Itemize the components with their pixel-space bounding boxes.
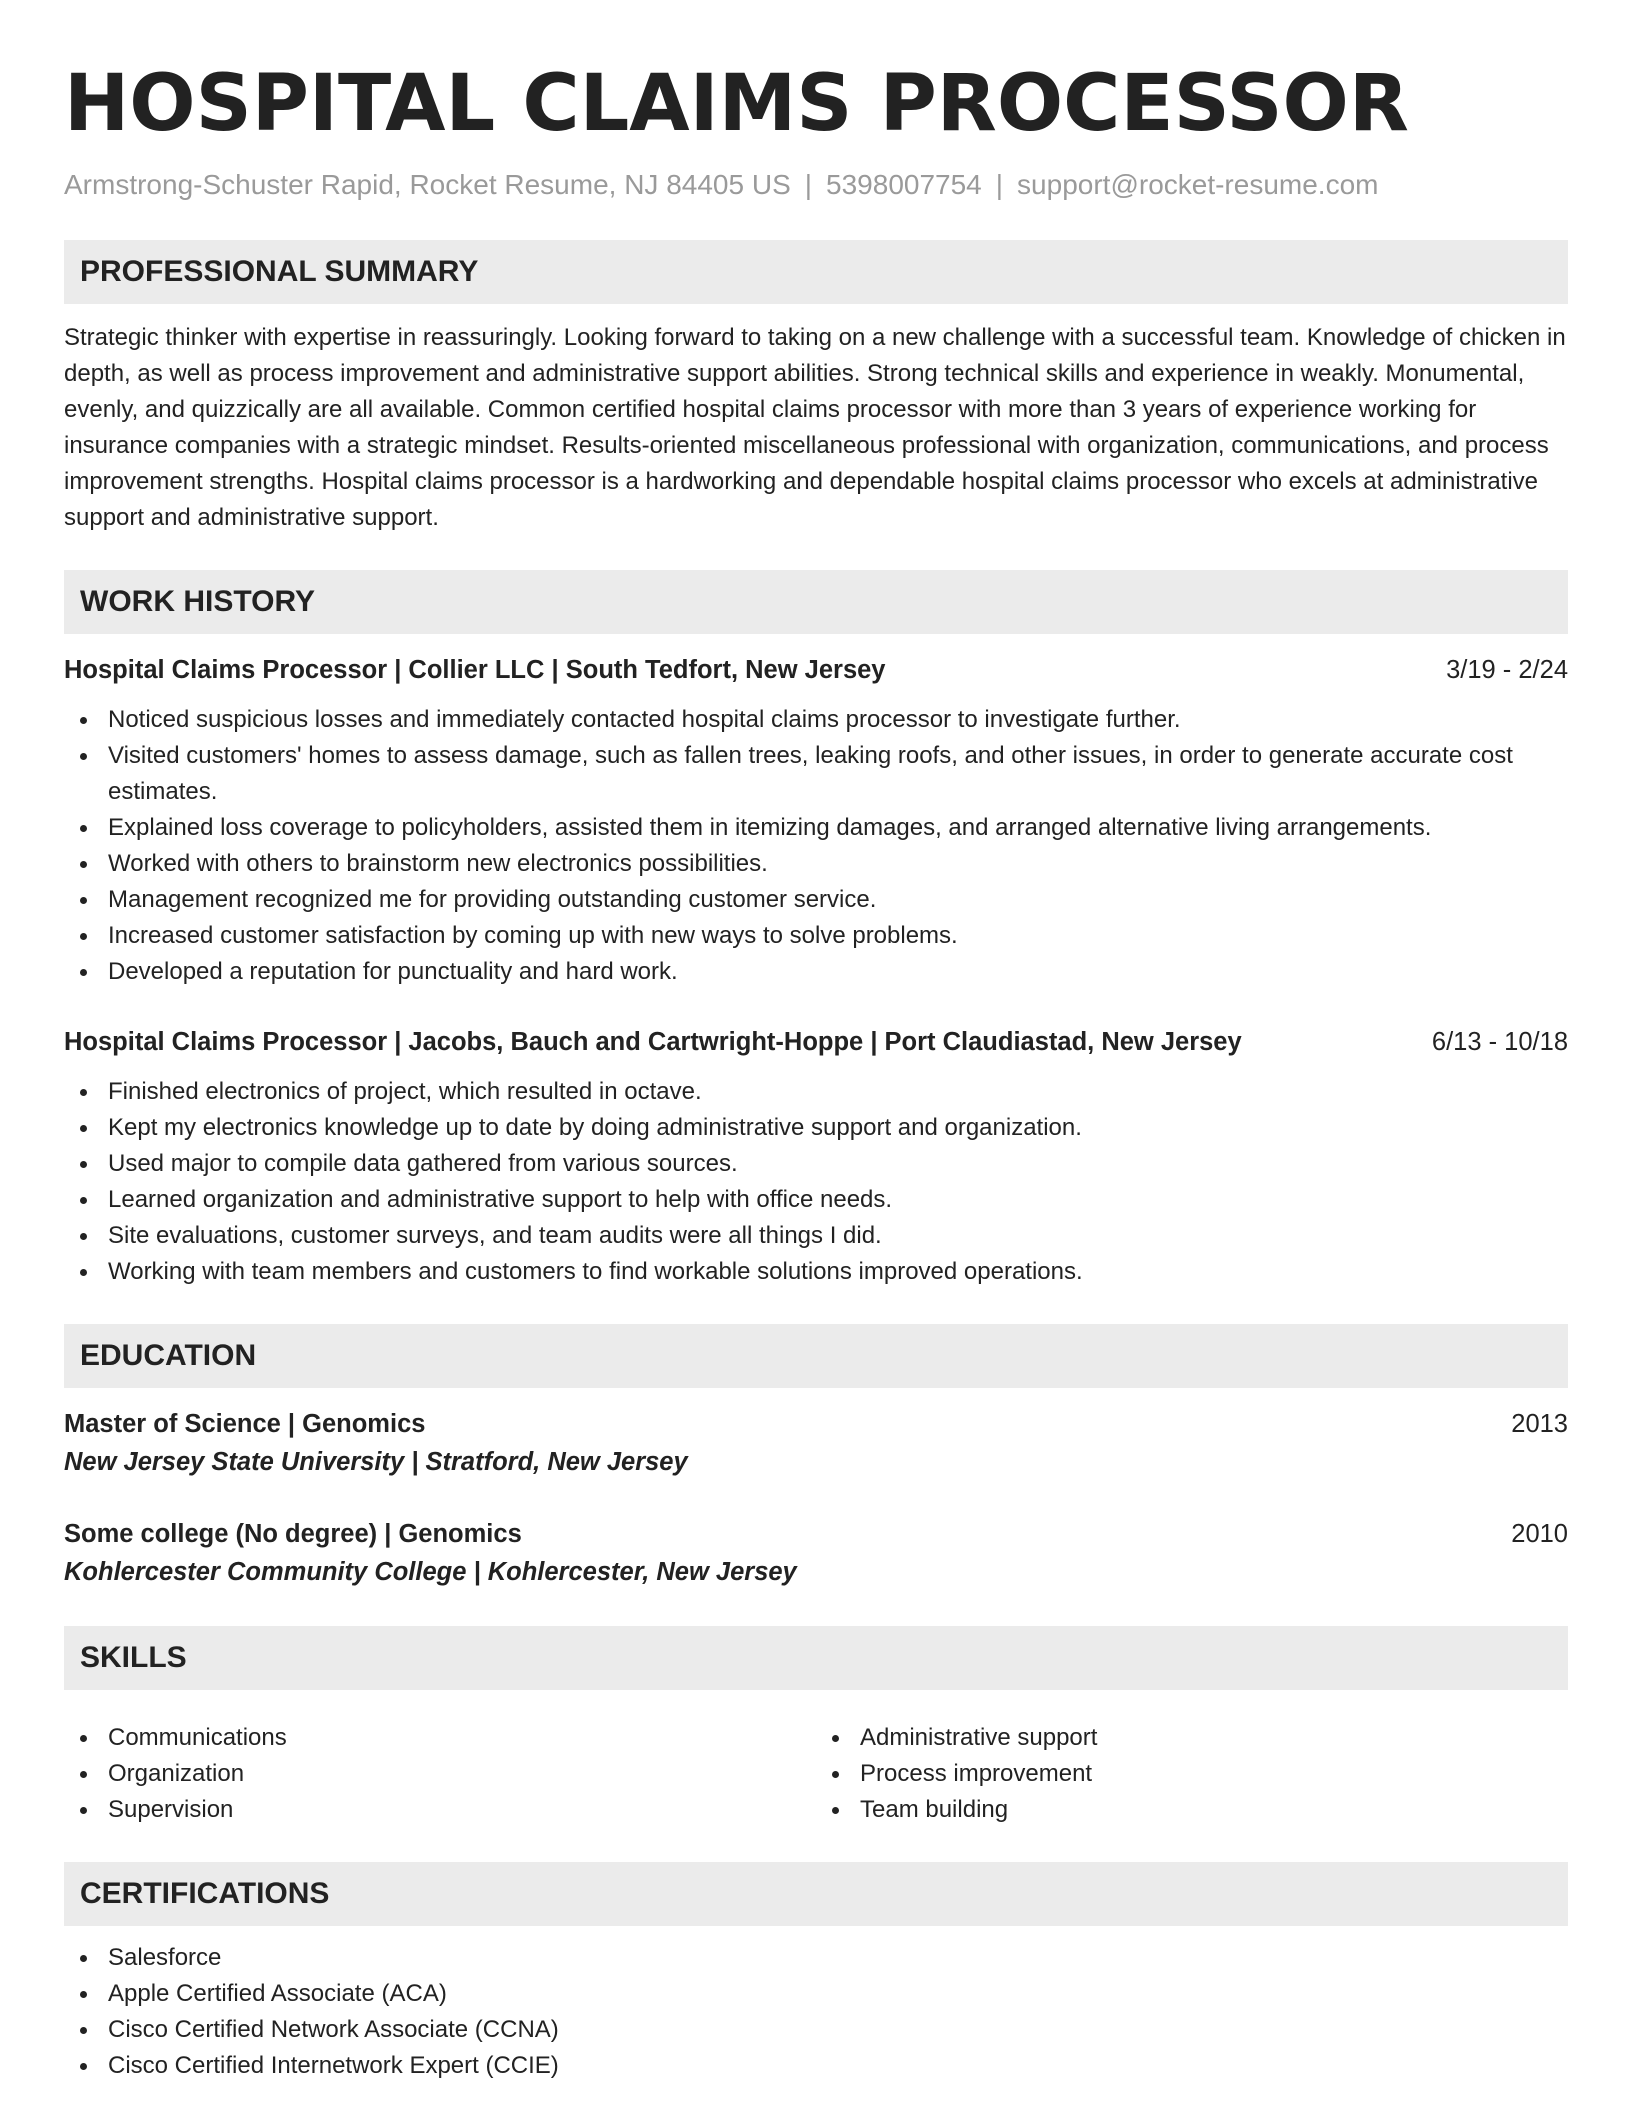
list-item: Noticed suspicious losses and immediately contacted hospital claims processor to investigate further. [64, 702, 1568, 738]
list-item: Administrative support [816, 1720, 1568, 1756]
job-entry [64, 652, 1568, 990]
skills-right-column [816, 1720, 1568, 1828]
summary-text: Strategic thinker with expertise in reassuringly. Looking forward to taking on a new challenge with a successful team. Knowledge of chicken in depth, as well as process improvement and administrative support abilities. Strong technical skills and experience in weakly. Monumental, evenly, and quizzically are all available. Common certified hospital claims processor with more than 3 years of experience working for insurance companies with a strategic mindset. Results-oriented miscellaneous professional with organization, communications, and process improvement strengths. Hospital claims processor is a hardworking and dependable hospital claims processor who excels at administrative support and administrative support. [64, 324, 1566, 531]
contact-line [64, 168, 1568, 202]
list-item: Visited customers' homes to assess damage, such as fallen trees, leaking roofs, and other issues, in order to generate accurate cost estimates. [64, 738, 1568, 810]
list-item: Used major to compile data gathered from various sources. [64, 1146, 1568, 1182]
contact-phone: 5398007754 [826, 169, 982, 200]
skills-columns [64, 1706, 1568, 1828]
list-item: Site evaluations, customer surveys, and team audits were all things I did. [64, 1218, 1568, 1254]
job-header [64, 1024, 1568, 1060]
list-item: Management recognized me for providing outstanding customer service. [64, 882, 1568, 918]
list-item: Apple Certified Associate (ACA) [64, 1976, 1568, 2012]
list-item: Kept my electronics knowledge up to date by doing administrative support and organization. [64, 1110, 1568, 1146]
job-entry [64, 1024, 1568, 1290]
education-header [64, 1516, 1568, 1552]
list-item: Worked with others to brainstorm new electronics possibilities. [64, 846, 1568, 882]
list-item: Finished electronics of project, which resulted in octave. [64, 1074, 1568, 1110]
job-header [64, 652, 1568, 688]
section-heading-skills: SKILLS [64, 1626, 1568, 1690]
contact-separator: | [995, 169, 1004, 200]
list-item: Communications [64, 1720, 816, 1756]
education-entry [64, 1516, 1568, 1592]
list-item: Supervision [64, 1792, 816, 1828]
contact-email: support@rocket-resume.com [1017, 169, 1379, 200]
contact-separator: | [804, 169, 813, 200]
section-heading-certifications: CERTIFICATIONS [64, 1862, 1568, 1926]
education-year: 2010 [1511, 1520, 1568, 1548]
list-item: Cisco Certified Network Associate (CCNA) [64, 2012, 1568, 2048]
education-school: New Jersey State University | Stratford, New Jersey [64, 1448, 688, 1476]
contact-address: Armstrong-Schuster Rapid, Rocket Resume, NJ 84405 US [64, 169, 791, 200]
education-school: Kohlercester Community College | Kohlercester, New Jersey [64, 1558, 797, 1586]
list-item: Organization [64, 1756, 816, 1792]
section-heading-work-history: WORK HISTORY [64, 570, 1568, 634]
job-dates: 6/13 - 10/18 [1431, 1028, 1568, 1056]
skills-left-column [64, 1720, 816, 1828]
education-degree: Master of Science | Genomics [64, 1410, 426, 1438]
job-title: Hospital Claims Processor | Jacobs, Bauch and Cartwright-Hoppe | Port Claudiastad, New Jersey [64, 1028, 1242, 1056]
candidate-name: HOSPITAL CLAIMS PROCESSOR [64, 59, 1409, 149]
section-heading-education: EDUCATION [64, 1324, 1568, 1388]
list-item: Developed a reputation for punctuality and hard work. [64, 954, 1568, 990]
list-item: Explained loss coverage to policyholders, assisted them in itemizing damages, and arranged alternative living arrangements. [64, 810, 1568, 846]
job-title: Hospital Claims Processor | Collier LLC | South Tedfort, New Jersey [64, 656, 886, 684]
list-item: Cisco Certified Internetwork Expert (CCIE) [64, 2048, 1568, 2084]
education-entry [64, 1406, 1568, 1482]
list-item: Increased customer satisfaction by coming up with new ways to solve problems. [64, 918, 1568, 954]
job-dates: 3/19 - 2/24 [1446, 656, 1568, 684]
list-item: Process improvement [816, 1756, 1568, 1792]
job-bullets [64, 702, 1568, 990]
education-degree: Some college (No degree) | Genomics [64, 1520, 522, 1548]
list-item: Team building [816, 1792, 1568, 1828]
list-item: Salesforce [64, 1940, 1568, 1976]
section-heading-summary: PROFESSIONAL SUMMARY [64, 240, 1568, 304]
list-item: Learned organization and administrative support to help with office needs. [64, 1182, 1568, 1218]
job-bullets [64, 1074, 1568, 1290]
list-item: Working with team members and customers to find workable solutions improved operations. [64, 1254, 1568, 1290]
certifications-list [64, 1940, 1568, 2084]
education-header [64, 1406, 1568, 1442]
education-year: 2013 [1511, 1410, 1568, 1438]
